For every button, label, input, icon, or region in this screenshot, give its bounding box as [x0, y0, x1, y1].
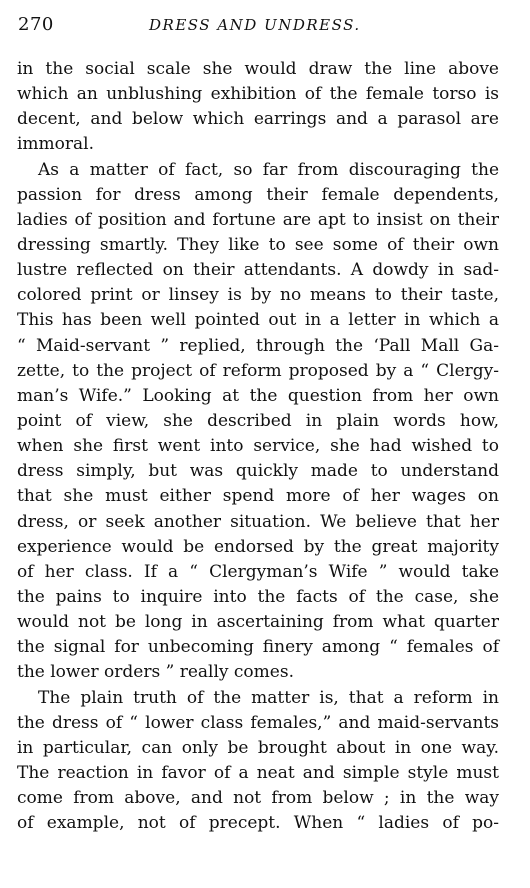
text-line: the dress of “ lower class females,” and maid-servants	[17, 712, 499, 733]
text-line: dressing smartly. They like to see some of their own	[17, 234, 499, 255]
text-line: As a matter of fact, so far from discouraging the	[38, 159, 499, 180]
text-line: colored print or linsey is by no means to their taste,	[17, 285, 499, 306]
text-line: man’s Wife.” Looking at the question from her own	[17, 385, 499, 406]
text-line: dress, or seek another situation. We believe that her	[17, 511, 499, 532]
text-line: The plain truth of the matter is, that a reform in	[38, 687, 499, 708]
paragraph-2	[17, 158, 499, 686]
text-line: passion for dress among their female dependents,	[17, 184, 499, 205]
text-line: the pains to inquire into the facts of the case, she	[17, 586, 499, 607]
text-line: This has been well pointed out in a letter in which a	[17, 310, 499, 331]
text-line: ladies of position and fortune are apt to insist on their	[17, 209, 499, 230]
text-line: The reaction in favor of a neat and simple style must	[17, 762, 499, 783]
text-line: come from above, and not from below ; in the way	[17, 788, 499, 809]
text-line: point of view, she described in plain words how,	[17, 410, 499, 431]
text-line: in particular, can only be brought about in one way.	[17, 737, 499, 758]
text-line: the signal for unbecoming finery among “ females of	[17, 637, 499, 658]
page-header	[17, 14, 499, 44]
text-line: in the social scale she would draw the line above	[17, 59, 499, 79]
paragraph-3	[17, 686, 499, 837]
text-line: “ Maid-servant ” replied, through the ‘Pall Mall Ga-	[17, 335, 499, 356]
text-line: when she first went into service, she had wished to	[17, 436, 499, 457]
text-line: which an unblushing exhibition of the female torso is	[17, 84, 499, 105]
text-line: dress simply, but was quickly made to understand	[17, 461, 499, 482]
text-line: of example, not of precept. When “ ladies of po-	[17, 813, 499, 834]
running-head: DRESS AND UNDRESS.	[149, 16, 361, 34]
text-line: the lower orders ” really comes.	[17, 662, 294, 683]
body-text	[17, 57, 499, 836]
text-line: zette, to the project of reform proposed by a “ Clergy-	[17, 360, 499, 381]
paragraph-1	[17, 57, 499, 158]
text-line: lustre reflected on their attendants. A dowdy in sad-	[17, 260, 499, 281]
text-line: would not be long in ascertaining from what quarter	[17, 612, 499, 633]
text-line: decent, and below which earrings and a parasol are	[17, 109, 499, 130]
text-line: of her class. If a “ Clergyman’s Wife ” would take	[17, 561, 499, 582]
text-line: that she must either spend more of her wages on	[17, 486, 499, 507]
page-number: 270	[18, 14, 54, 35]
text-line: experience would be endorsed by the great majority	[17, 536, 499, 557]
text-line: immoral.	[17, 134, 95, 155]
book-page	[17, 14, 499, 834]
